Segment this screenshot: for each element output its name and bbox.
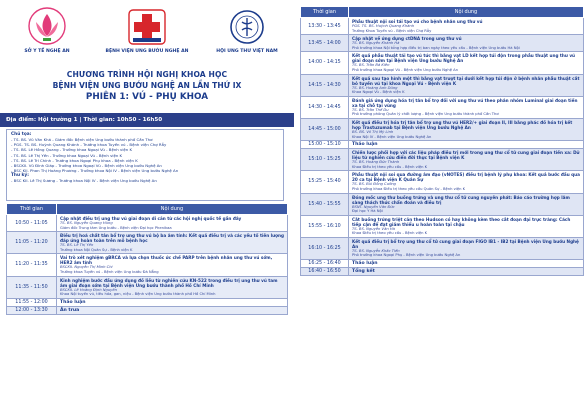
schedule-time: 16:40 - 16:50 [301, 268, 349, 276]
column-header-content: Nội dung [57, 204, 288, 215]
venue-banner: Địa điểm: Hội trường 1 | Thời gian: 10h50 - 16h50 [0, 113, 294, 127]
schedule-content [349, 215, 584, 237]
schedule-row [301, 35, 584, 52]
schedule-time: 11:05 - 11:20 [7, 232, 57, 254]
talk-title: Kết quả phẫu thuật tái tạo vú tức thì bằng vạt LD kết hợp túi độn trong phẫu thuật ung thư vú giai đoạn sớm tại Bệnh viện Ung bướu Nghệ An [352, 53, 576, 64]
speaker-name: TS. BS. Trần Bá Kiên [352, 63, 390, 68]
program-title-block [0, 70, 294, 102]
schedule-row [301, 215, 584, 237]
speaker-name: BSNT. Nguyễn Văn Đức [352, 204, 395, 209]
lotus-logo-icon [24, 6, 70, 46]
talk-title: Thảo luận [352, 261, 378, 267]
speaker-name: BSCKII. Lê Hoàng Định Nguyên [60, 287, 117, 292]
schedule-content [349, 74, 584, 96]
hospital-cross-logo-icon [127, 8, 167, 46]
schedule-row [7, 254, 288, 276]
schedule-time: 15:00 - 15:10 [301, 141, 349, 149]
speaker-affiliation: Trưởng Khoa Tuyến vú - Bệnh viện Chợ Rẫy [352, 28, 432, 33]
speaker-name: TS. BS. Nguyễn Khắc Tiến [352, 248, 400, 253]
talk-title: Tổng kết [352, 269, 375, 275]
schedule-row [301, 149, 584, 171]
morning-schedule-table [6, 203, 288, 315]
logo-hoi-ung-thu [204, 8, 290, 54]
speaker-name: BS. BS. Võ Thị Mỹ Linh [352, 129, 394, 134]
chair-member: - TS. BS. Lê Thị Yến - Trưởng khoa Ngoại Vú - Bệnh viện K [11, 152, 123, 158]
talk-title: Chiến lược phối hợp với các liệu pháp điều trị mới trong ung thư cổ tử cung giai đoạn tiến xa: Dữ liệu từ nghiên cứu điển đời thực tại Bệnh viện K [352, 150, 580, 161]
speaker-affiliation: Trưởng khoa Tuyến vú - Bệnh viện Ung bướu Đà Nẵng [60, 269, 159, 274]
talk-title: Đánh giá ứng dụng hóa trị tân bổ trợ đối với ung thư vú theo phân nhóm Luminal giai đoạn tiến xa tại chỗ tại vùng [352, 97, 578, 108]
schedule-content [349, 268, 584, 276]
schedule-content [349, 193, 584, 215]
schedule-time: 11:35 - 11:50 [7, 276, 57, 298]
speaker-name: TS. BS. Hoàng Đức Thành [352, 160, 400, 165]
schedule-row [301, 52, 584, 74]
speaker-name: PGS. TS. BS. Huỳnh Quang Khánh [352, 24, 415, 28]
schedule-content [57, 215, 288, 232]
talk-title: Kinh nghiệm bước đầu ứng dụng đồ liều từ nghiên cứu KN-522 trong điều trị ung thư vú tam âm giai đoạn sớm tại Bệnh viện Ung bướu thành phố Hồ Chí Minh [60, 277, 278, 288]
secretary-member: - BSC KII. Lê Thị Sương - Trưởng khoa Nội IV - Bệnh viện Ung bướu Nghệ An [11, 178, 157, 184]
session-title: PHIÊN 1: VÚ - PHỤ KHOA [85, 92, 209, 102]
speaker-affiliation: Phó trưởng khoa Nội tổng hợp điều trị ban ngày theo yêu cầu - Bệnh viện Ung bướu Hà Nội [352, 45, 520, 50]
talk-title: Phẫu thuật nội soi tái tạo vú cho bệnh nhân ung thư vú [352, 19, 483, 24]
speaker-affiliation: Phó trưởng khoa Điều trị theo yêu cầu Quân Sự - Bệnh viện K [352, 186, 466, 191]
speaker-name: TS. BS. Nguyễn Quang Hùng [60, 221, 113, 225]
schedule-row [301, 118, 584, 140]
schedule-time: 14:30 - 14:45 [301, 96, 349, 118]
talk-title: Thảo luận [352, 142, 378, 148]
schedule-time: 16:10 - 16:25 [301, 237, 349, 259]
logo-caption-hoi-ung-thu: HỘI UNG THƯ VIỆT NAM [216, 49, 278, 54]
schedule-row [301, 171, 584, 193]
schedule-time: 14:15 - 14:30 [301, 74, 349, 96]
schedule-time: 13:30 - 13:45 [301, 18, 349, 35]
talk-title: Phẫu thuật nội soi qua đường âm đạo (vNOTES) điều trị bệnh lý phụ khoa: Kết quả bước đầu qua 20 ca tại Bệnh viện K Quân Sự [352, 172, 580, 183]
speaker-affiliation: Khoa Điều trị theo yêu cầu - Bệnh viện K [352, 231, 428, 236]
schedule-content [349, 118, 584, 140]
schedule-content [349, 35, 584, 52]
schedule-row [301, 141, 584, 149]
program-subtitle: BỆNH VIỆN UNG BƯỚU NGHỆ AN LẦN THỨ IX [52, 81, 242, 90]
schedule-time: 14:00 - 14:15 [301, 52, 349, 74]
schedule-content [349, 260, 584, 268]
schedule-row [7, 232, 288, 254]
schedule-row [7, 276, 288, 298]
speaker-name: TS. BS. Trần Thế Du [352, 107, 389, 112]
schedule-content [349, 149, 584, 171]
schedule-content [349, 96, 584, 118]
logo-so-y-te [4, 6, 90, 54]
schedule-time: 13:45 - 14:00 [301, 35, 349, 52]
schedule-row [7, 215, 288, 232]
schedule-row [7, 306, 288, 314]
schedule-content [349, 237, 584, 259]
schedule-content [349, 18, 584, 35]
schedule-content [57, 232, 288, 254]
chair-member: - BSC KII. Phan Thị Hoàng Phương - Trưởng khoa Nội IV - Bệnh viện Ung bướu Nghệ An [11, 168, 179, 174]
talk-title: Cập nhật về ứng dụng ctDNA trong ung thư vú [352, 36, 462, 42]
logo-caption-benh-vien: BỆNH VIỆN UNG BƯỚU NGHỆ AN [105, 49, 189, 54]
talk-title: Cập nhật điều trị ung thư vú giai đoạn di căn từ các hội nghị quốc tế gần đây [60, 216, 242, 221]
secretary-heading: Thư ký: [11, 173, 29, 179]
schedule-time: 10:50 - 11:05 [7, 215, 57, 232]
talk-title: Kết quả điều trị hóa trị tân bổ trợ ung thư vú HER2/+ giai đoạn II, III bằng phác đồ hóa trị kết hợp Trastuzumab tại Bệnh viện Ung bướu Nghệ An [352, 119, 573, 130]
chair-member: - TS. BS. Lê Hồng Quang - Trưởng khoa Ngoại Vú - Bệnh viện K [11, 147, 133, 153]
chair-member: - TS. BS. Lê Trí Chính - Trưởng khoa Ngoại Phụ khoa - Bệnh viện K [11, 157, 138, 163]
cancer-association-seal-icon [227, 8, 267, 46]
speaker-name: TS. BS. Bùi Đông Cường [352, 182, 397, 187]
talk-title: Thảo luận [60, 299, 86, 305]
talk-title: Điều trị hoá chất tân bổ trợ ung thư vú bộ ba âm tính: Kết quả điều trị và các yếu tố tiên lượng đáp ứng hoàn toàn trên mô bệnh học [60, 233, 284, 244]
right-panel [294, 0, 588, 400]
talk-title: Cắt buồng trứng triệt căn theo Hudson có hay không kèm theo cắt đoạn đại trực tràng: Cách tiếp cận để đạt giảm thiểu u hoàn toàn tại chậu [352, 216, 571, 227]
column-header-time: Thời gian [7, 204, 57, 215]
schedule-content [57, 306, 288, 314]
speaker-affiliation: Khoa Điều trị theo yêu cầu - Bệnh viện K [352, 164, 428, 169]
schedule-time: 15:55 - 16:10 [301, 215, 349, 237]
schedule-row [301, 193, 584, 215]
schedule-row [7, 298, 288, 306]
schedule-content [349, 171, 584, 193]
schedule-row [301, 237, 584, 259]
schedule-row [301, 260, 584, 268]
schedule-time: 14:45 - 15:00 [301, 118, 349, 140]
speaker-affiliation: Phó trưởng khoa Ngoại Vú - Bệnh viện Ung bướu Nghệ An [352, 67, 459, 72]
speaker-name: BSCKII. Nguyễn Thị Minh Chi [60, 265, 113, 270]
talk-title: Ăn trưa [60, 307, 80, 313]
talk-title: Vai trò xét nghiệm gBRCA và lựa chọn thuốc ức chế PARP trên bệnh nhân ung thư vú sớm, HER2 âm tính [60, 255, 273, 266]
speaker-affiliation: Giám đốc Trung tâm Ung bướu - Bệnh viện Đại học Phenikaa [60, 225, 172, 230]
schedule-content [57, 298, 288, 306]
speaker-name: TS. BS. Nguyễn Văn Hà [352, 226, 395, 231]
schedule-content [349, 141, 584, 149]
schedule-time: 12:00 - 13:30 [7, 306, 57, 314]
speaker-affiliation: Trưởng khoa Nội Quân Sự - Bệnh viện K [60, 247, 133, 252]
schedule-row [301, 74, 584, 96]
schedule-time: 15:25 - 15:40 [301, 171, 349, 193]
speaker-affiliation: Phó trưởng khoa Ngoại Phụ - Bệnh viện Ung bướu Nghệ An [352, 253, 461, 258]
chair-member: - BSCKII. Vũ Đình Giáp - Trưởng khoa Ngoại Vú - Bệnh viện Ung bướu Nghệ An [11, 163, 162, 169]
logo-benh-vien [104, 8, 190, 54]
column-header-content: Nội dung [349, 7, 584, 18]
talk-title: Đóng mốc ung thư buồng trứng và ung thư cổ tử cung nguyên phát: Báo cáo trường hợp lâm sàng thách thức chẩn đoán và điều trị [352, 194, 570, 205]
chairs-box [6, 129, 284, 201]
afternoon-schedule-table [300, 6, 584, 276]
program-title: CHƯƠNG TRÌNH HỘI NGHỊ KHOA HỌC [66, 70, 228, 79]
schedule-content [57, 254, 288, 276]
speaker-affiliation: Khoa Nội IV - Bệnh viện Ung bướu Nghệ An [352, 134, 432, 139]
chair-member: - PGS. TS. BS. Huỳnh Quang Khánh - Trưởng khoa Tuyến vú - Bệnh viện Chợ Rẫy [11, 142, 167, 148]
speaker-name: TS. BS. Hoàng Anh Dũng [352, 85, 398, 90]
speaker-name: TS. BS. Lê Thị Yến [60, 243, 94, 248]
schedule-row [301, 96, 584, 118]
speaker-name: TS. BS. Nguyễn Khánh Hà [352, 41, 400, 46]
speaker-affiliation: Phó trưởng phòng Quản lý chất lượng - Bệnh viện Ung bướu thành phố Cần Thơ [352, 112, 499, 117]
schedule-content [57, 276, 288, 298]
speaker-affiliation: Đại học Y Hà Nội [352, 209, 383, 214]
schedule-row [301, 268, 584, 276]
talk-title: Kết quả sau tạo hình một thì bằng vạt trượt tại dưới kết hợp túi độn ở bệnh nhân phẫu thuật cắt bỏ tuyến vú tại khoa Ngoại Vú - Bệnh viện K [352, 75, 580, 86]
chairs-heading: Chủ tọa: [11, 132, 32, 137]
schedule-time: 11:20 - 11:35 [7, 254, 57, 276]
schedule-time: 15:40 - 15:55 [301, 193, 349, 215]
schedule-time: 16:25 - 16:40 [301, 260, 349, 268]
schedule-content [349, 52, 584, 74]
speaker-affiliation: Khoa Ngoại Vú - Bệnh viện K [352, 90, 405, 95]
column-header-time: Thời gian [301, 7, 349, 18]
schedule-time: 15:10 - 15:25 [301, 149, 349, 171]
logo-row [0, 6, 294, 68]
schedule-time: 11:55 - 12:00 [7, 298, 57, 306]
talk-title: Kết quả điều trị bổ trợ ung thư cổ tử cung giai đoạn FIGO IB1 - IB2 tại Bệnh viện Ung bướu Nghệ An [352, 238, 579, 249]
speaker-affiliation: Khoa Nội tuyến vú, tiêu hóa, gan, niệu - Bệnh viện Ung bướu thành phố Hồ Chí Minh [60, 292, 216, 297]
schedule-row [301, 18, 584, 35]
logo-caption-so-y-te: SỞ Y TẾ NGHỆ AN [24, 49, 70, 54]
chair-member: - TS. BS. Vũ Văn Khá - Giám đốc Bệnh viện Ung bướu thành phố Cần Thơ [11, 137, 153, 142]
